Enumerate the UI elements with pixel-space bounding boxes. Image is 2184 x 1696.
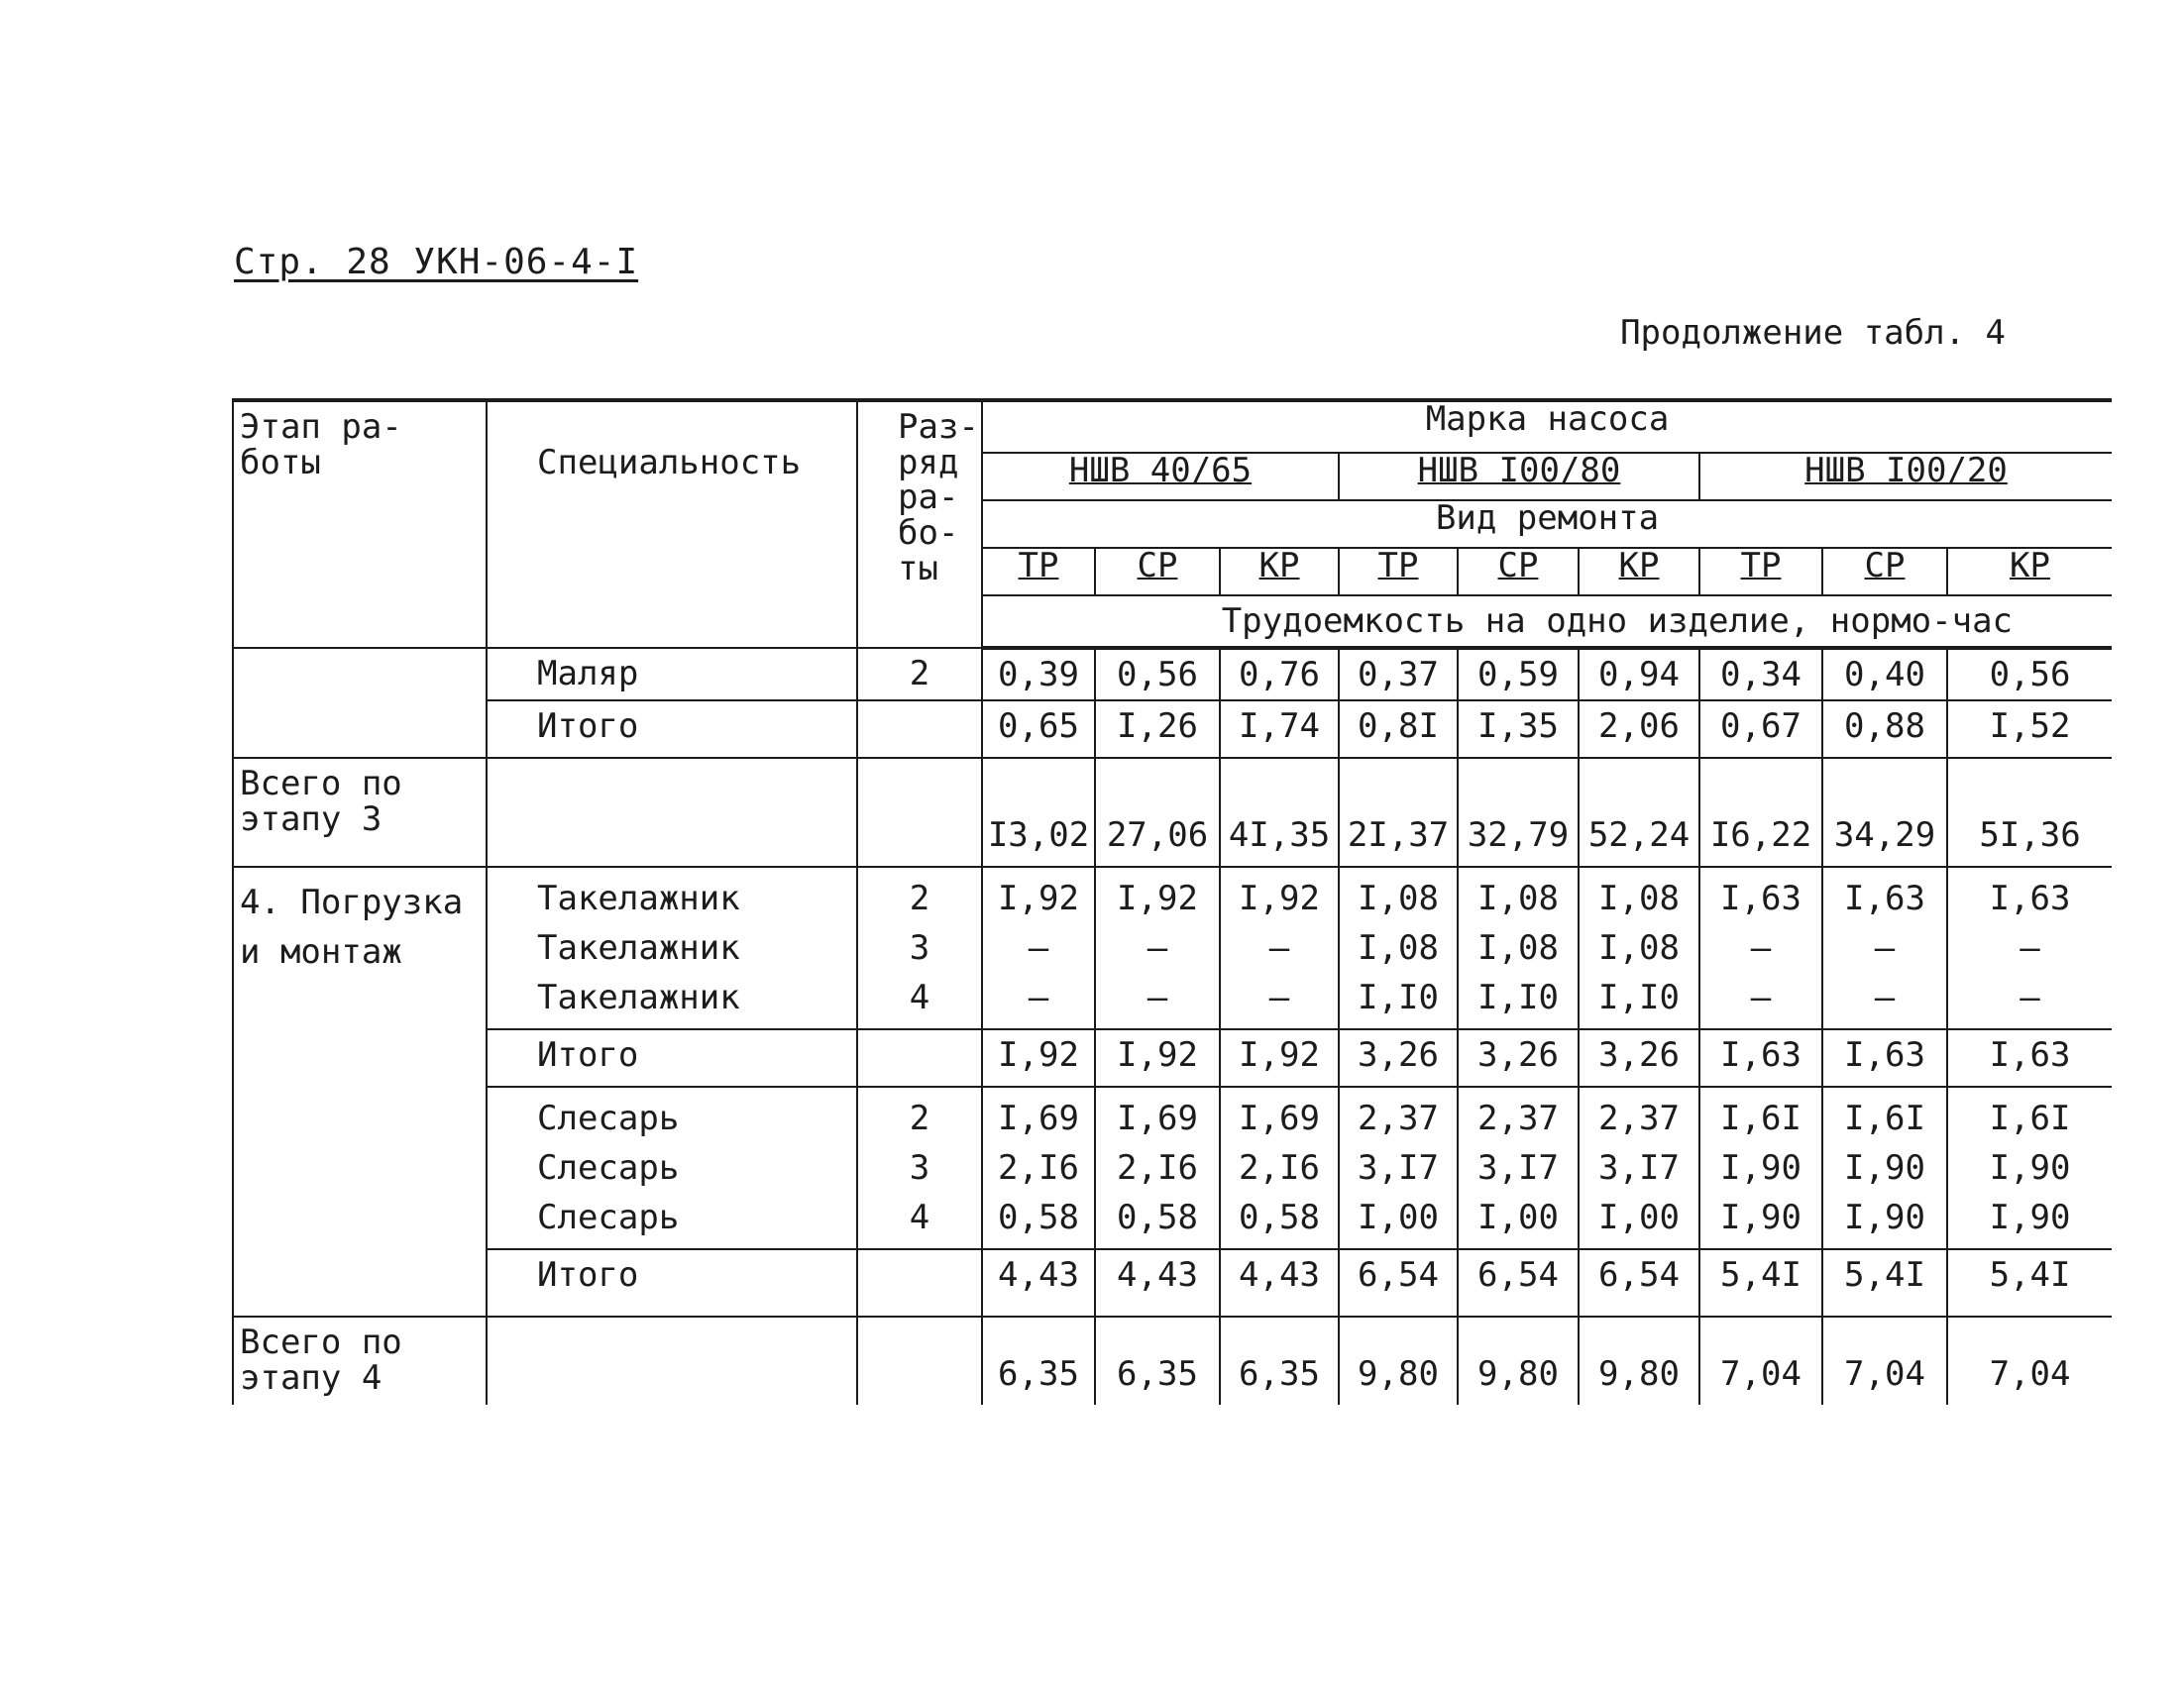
header-pump-3: НШВ I00/20	[1699, 453, 2112, 500]
total-value: I,92	[982, 1029, 1095, 1087]
table-row-group	[233, 867, 2112, 1029]
specialty-cell	[487, 758, 857, 867]
value-cell: I,69 2,I6 0,58	[1095, 1087, 1220, 1249]
specialty-cell: Маляр	[487, 648, 857, 700]
total-value: 3,26	[1458, 1029, 1579, 1087]
value-cell: 2,37 3,I7 I,00	[1458, 1087, 1579, 1249]
value-cell: I,6I I,90 I,90	[1699, 1087, 1822, 1249]
stage-cell	[233, 648, 487, 758]
total-value: I,52	[1947, 700, 2112, 758]
total-value: I,92	[1095, 1029, 1220, 1087]
header-stage: Этап ра- боты	[233, 400, 487, 648]
stage-total-value: 4I,35	[1220, 758, 1339, 867]
total-value: I,35	[1458, 700, 1579, 758]
header-grade: Раз- ряд ра- бо- ты	[857, 400, 982, 648]
header-row-pump-mark	[233, 400, 2112, 453]
repair-code-8: СР	[1822, 548, 1947, 595]
value-cell: 2,37 3,I7 I,00	[1579, 1087, 1699, 1249]
stage-total-value: 7,04	[1947, 1317, 2112, 1405]
total-value: 6,54	[1458, 1249, 1579, 1317]
table-continuation-note: Продолжение табл. 4	[1620, 313, 2006, 353]
stage-total-value: 5I,36	[1947, 758, 2112, 867]
total-value: 5,4I	[1699, 1249, 1822, 1317]
value-cell: I,92 – –	[982, 867, 1095, 1029]
page-reference: Стр. 28 УКН-06-4-I	[234, 242, 639, 282]
total-value: 0,67	[1699, 700, 1822, 758]
repair-code-6: КР	[1579, 548, 1699, 595]
total-value: 4,43	[1095, 1249, 1220, 1317]
total-label: Итого	[487, 1249, 857, 1317]
total-value: I,92	[1220, 1029, 1339, 1087]
grade-cell	[857, 1029, 982, 1087]
value-cell: I,6I I,90 I,90	[1947, 1087, 2112, 1249]
total-value: 0,65	[982, 700, 1095, 758]
value-cell: 0,34	[1699, 648, 1822, 700]
value-cell: I,08 I,08 I,I0	[1458, 867, 1579, 1029]
value-cell: 0,40	[1822, 648, 1947, 700]
value-cell: I,69 2,I6 0,58	[982, 1087, 1095, 1249]
header-specialty: Специальность	[487, 400, 857, 648]
total-value: I,63	[1822, 1029, 1947, 1087]
table-row-stage-total	[233, 1317, 2112, 1405]
value-cell: 0,56	[1947, 648, 2112, 700]
header-repair-type: Вид ремонта	[982, 500, 2112, 548]
stage-total-value: 6,35	[982, 1317, 1095, 1405]
stage-total-value: I6,22	[1699, 758, 1822, 867]
stage-total-value: 6,35	[1095, 1317, 1220, 1405]
table-row-total	[233, 1249, 2112, 1317]
stage-total-value: 9,80	[1579, 1317, 1699, 1405]
value-cell: I,92 – –	[1220, 867, 1339, 1029]
total-value: 4,43	[1220, 1249, 1339, 1317]
total-value: 3,26	[1579, 1029, 1699, 1087]
total-value: 0,8I	[1339, 700, 1458, 758]
total-label: Итого	[487, 700, 857, 758]
value-cell: 0,56	[1095, 648, 1220, 700]
value-cell: 0,39	[982, 648, 1095, 700]
stage-total-label: Всего по этапу 3	[233, 758, 487, 867]
stage-total-value: 34,29	[1822, 758, 1947, 867]
value-cell: I,08 I,08 I,I0	[1579, 867, 1699, 1029]
value-cell: I,6I I,90 I,90	[1822, 1087, 1947, 1249]
stage-total-value: 52,24	[1579, 758, 1699, 867]
stage-total-value: 27,06	[1095, 758, 1220, 867]
value-cell: I,92 – –	[1095, 867, 1220, 1029]
stage-total-label: Всего по этапу 4	[233, 1317, 487, 1405]
value-cell: 0,94	[1579, 648, 1699, 700]
value-cell: 0,59	[1458, 648, 1579, 700]
total-value: 6,54	[1339, 1249, 1458, 1317]
total-value: 4,43	[982, 1249, 1095, 1317]
header-pump-1: НШВ 40/65	[982, 453, 1339, 500]
stage-total-value: 9,80	[1339, 1317, 1458, 1405]
grade-cell	[857, 1249, 982, 1317]
grade-cell	[857, 758, 982, 867]
total-value: I,63	[1699, 1029, 1822, 1087]
stage-total-value: 7,04	[1699, 1317, 1822, 1405]
total-value: I,74	[1220, 700, 1339, 758]
total-value: 3,26	[1339, 1029, 1458, 1087]
specialty-cell: Слесарь Слесарь Слесарь	[487, 1087, 857, 1249]
table-row-group	[233, 1087, 2112, 1249]
repair-code-5: СР	[1458, 548, 1579, 595]
value-cell: I,63 – –	[1699, 867, 1822, 1029]
value-cell: 0,37	[1339, 648, 1458, 700]
header-pump-mark: Марка насоса	[982, 400, 2112, 453]
value-cell: I,63 – –	[1822, 867, 1947, 1029]
header-pump-2: НШВ I00/80	[1339, 453, 1699, 500]
stage-cell: 4. Погрузка и монтаж	[233, 867, 487, 1317]
stage-total-value: 2I,37	[1339, 758, 1458, 867]
value-cell: I,63 – –	[1947, 867, 2112, 1029]
table-row-total	[233, 700, 2112, 758]
value-cell: 0,76	[1220, 648, 1339, 700]
header-labor-intensity: Трудоемкость на одно изделие, нормо-час	[982, 595, 2112, 648]
stage-total-value: I3,02	[982, 758, 1095, 867]
table-row	[233, 648, 2112, 700]
total-value: 0,88	[1822, 700, 1947, 758]
repair-code-3: КР	[1220, 548, 1339, 595]
total-value: I,26	[1095, 700, 1220, 758]
table-row-total	[233, 1029, 2112, 1087]
repair-code-7: ТР	[1699, 548, 1822, 595]
stage-total-value: 7,04	[1822, 1317, 1947, 1405]
labor-table	[232, 398, 2112, 1405]
total-value: 5,4I	[1822, 1249, 1947, 1317]
total-value: 5,4I	[1947, 1249, 2112, 1317]
total-value: I,63	[1947, 1029, 2112, 1087]
grade-cell: 2 3 4	[857, 1087, 982, 1249]
value-cell: I,08 I,08 I,I0	[1339, 867, 1458, 1029]
stage-total-value: 6,35	[1220, 1317, 1339, 1405]
stage-total-value: 9,80	[1458, 1317, 1579, 1405]
grade-cell: 2 3 4	[857, 867, 982, 1029]
total-value: 2,06	[1579, 700, 1699, 758]
grade-cell: 2	[857, 648, 982, 700]
stage-total-value: 32,79	[1458, 758, 1579, 867]
specialty-cell: Такелажник Такелажник Такелажник	[487, 867, 857, 1029]
repair-code-1: ТР	[982, 548, 1095, 595]
repair-code-4: ТР	[1339, 548, 1458, 595]
repair-code-9: КР	[1947, 548, 2112, 595]
grade-cell	[857, 700, 982, 758]
table-row-stage-total	[233, 758, 2112, 867]
grade-cell	[857, 1317, 982, 1405]
value-cell: I,69 2,I6 0,58	[1220, 1087, 1339, 1249]
total-label: Итого	[487, 1029, 857, 1087]
specialty-cell	[487, 1317, 857, 1405]
value-cell: 2,37 3,I7 I,00	[1339, 1087, 1458, 1249]
repair-code-2: СР	[1095, 548, 1220, 595]
total-value: 6,54	[1579, 1249, 1699, 1317]
